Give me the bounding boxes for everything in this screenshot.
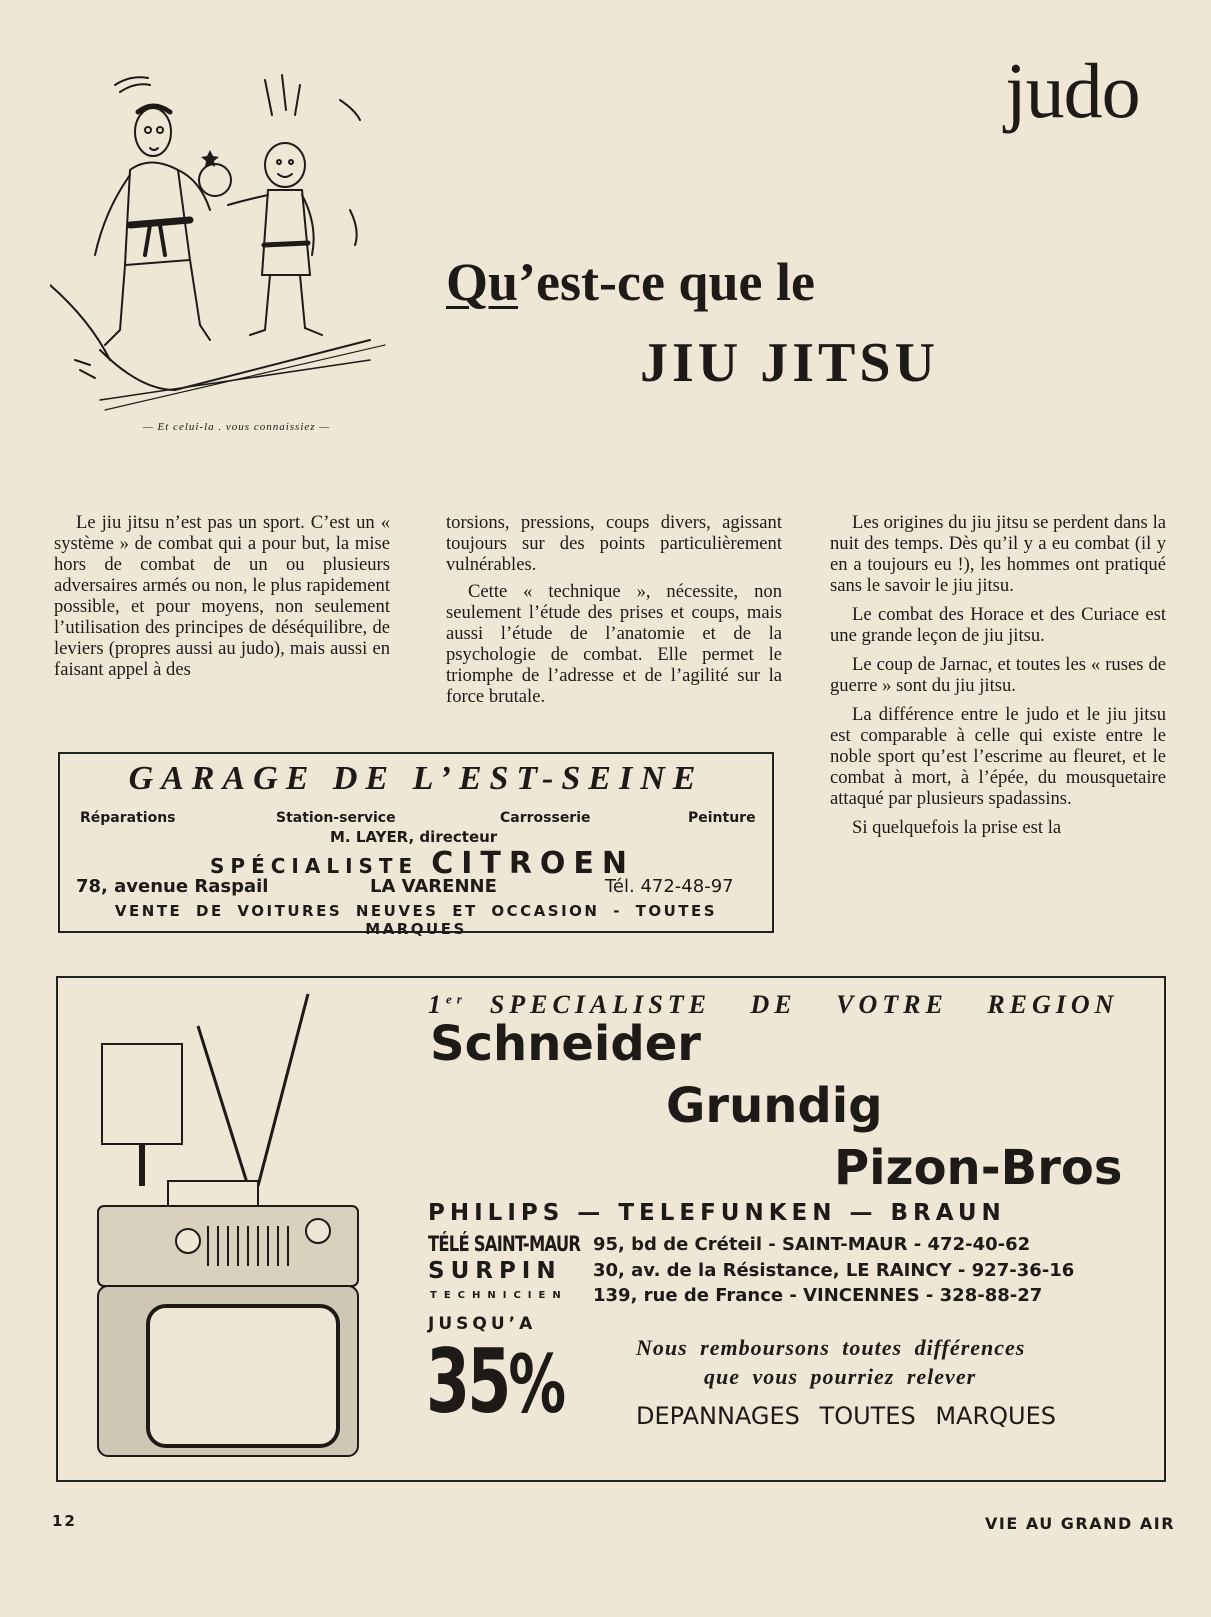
shop-name: SURPIN	[428, 1258, 562, 1284]
shop-name: TECHNICIEN	[430, 1290, 568, 1301]
article-title-rest: ’est-ce que le	[518, 252, 815, 312]
service-bodywork: Carrosserie	[500, 810, 591, 826]
garage-town: LA VARENNE	[370, 876, 497, 897]
magazine-name: VIE AU GRAND AIR	[985, 1514, 1176, 1533]
service-repairs: Réparations	[80, 810, 176, 826]
article-paragraph: Le jiu jitsu n’est pas un sport. C’est un « système » de combat qui a pour but, la mise hors de combat de un ou plusieurs adversaires armés ou non, le plus rapidement possible, et pour moyens, non seulement l’utilisation des principes de déséquilibre, de leviers (propres aussi au judo), mais aussi en faisant appel à des	[54, 512, 390, 680]
garage-director: M. LAYER, directeur	[330, 828, 498, 846]
refund-line-2: que vous pourriez relever	[704, 1364, 977, 1389]
judo-cartoon-illustration	[50, 60, 390, 440]
article-column-2	[446, 512, 782, 707]
cartoon-caption: — Et celui-la . vous connaissiez —	[143, 421, 331, 433]
garage-advertisement	[58, 752, 774, 938]
discount-value	[426, 1330, 563, 1433]
article-column-1	[54, 512, 390, 680]
other-brands: PHILIPS — TELEFUNKEN — BRAUN	[428, 1200, 1006, 1226]
discount-label: JUSQU’A	[428, 1314, 537, 1334]
tagline-text: SPECIALISTE DE VOTRE REGION	[489, 990, 1119, 1019]
article-paragraph: Cette « technique », nécessite, non seulement l’étude des prises et coups, mais aussi l’étude de l’anatomie et de la psychologie de combat. Elle permet le triomphe de l’adresse et de l’agilité sur la force brutale.	[446, 581, 782, 707]
service-paint: Peinture	[688, 810, 756, 826]
article-title	[446, 252, 815, 312]
article-title-line2: JIU JITSU	[640, 332, 939, 394]
shop-address: 139, rue de France - VINCENNES - 328-88-27	[593, 1285, 1043, 1306]
section-title: judo	[1005, 47, 1140, 134]
rank-suffix: er	[446, 991, 467, 1007]
article-paragraph: Le coup de Jarnac, et toutes les « ruses de guerre » sont du jiu jitsu.	[830, 654, 1166, 696]
page-number: 12	[52, 1512, 77, 1530]
shop-name: TÉLÉ SAINT-MAUR	[428, 1232, 581, 1256]
article-paragraph: Si quelquefois la prise est la	[852, 817, 1062, 838]
article-paragraph: Le combat des Horace et des Curiace est une grande leçon de jiu jitsu.	[830, 604, 1166, 646]
article-paragraph: Les origines du jiu jitsu se perdent dans la nuit des temps. Dès qu’il y a eu combat (il y en a toujours eu !), les hommes ont pratiqué sans le savoir le jiu jitsu.	[830, 512, 1166, 596]
refund-line-1: Nous remboursons toutes différences	[636, 1335, 1026, 1360]
rank-number: 1	[428, 990, 446, 1019]
discount-percent-sign: %	[508, 1338, 564, 1431]
article-column-3	[830, 512, 1166, 838]
shop-address: 30, av. de la Résistance, LE RAINCY - 927-36-16	[593, 1260, 1075, 1281]
tv-retailer-advertisement	[56, 976, 1166, 1482]
brand-pizon-bros: Pizon-Bros	[834, 1140, 1123, 1196]
garage-phone: Tél. 472-48-97	[605, 876, 734, 897]
discount-number: 35	[426, 1330, 509, 1433]
brand-schneider: Schneider	[430, 1016, 701, 1072]
brand-citroen: CITROEN	[431, 846, 636, 881]
article-paragraph: La différence entre le judo et le jiu jitsu est comparable à celle qui existe entre le noble sport qu’est l’escrime au fleuret, et le combat à mort, à l’épée, du mousquetaire attaqué par plusieurs spadassins.	[830, 704, 1166, 809]
television-illustration	[88, 986, 378, 1466]
shop-address: 95, bd de Créteil - SAINT-MAUR - 472-40-62	[593, 1234, 1031, 1255]
repair-line: DEPANNAGES TOUTES MARQUES	[636, 1402, 1056, 1430]
article-title-underlined: Qu	[446, 252, 519, 312]
article-paragraph: torsions, pressions, coups divers, agissant toujours sur des points particulièrement vulnérables.	[446, 512, 782, 575]
garage-name: GARAGE DE L’EST-SEINE	[128, 760, 704, 797]
brand-grundig: Grundig	[666, 1078, 883, 1134]
garage-sales-line: VENTE DE VOITURES NEUVES ET OCCASION - TOUTES MARQUES	[114, 902, 718, 938]
service-station: Station-service	[276, 810, 396, 826]
specialist-label: SPÉCIALISTE	[210, 854, 419, 878]
garage-address: 78, avenue Raspail	[76, 876, 269, 897]
